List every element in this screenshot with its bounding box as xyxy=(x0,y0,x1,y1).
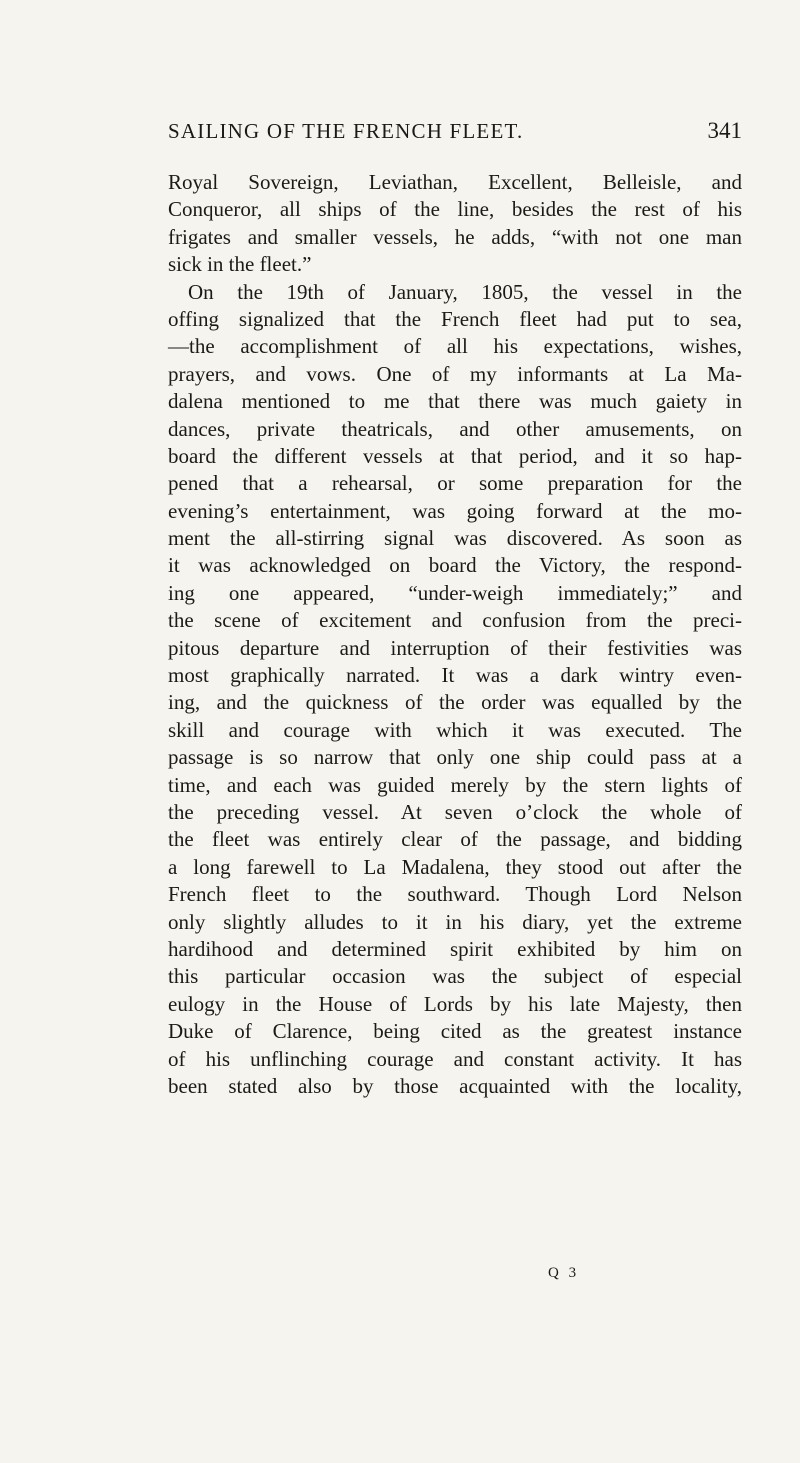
text-line: evening’s entertainment, was going forward at the mo- xyxy=(168,498,742,523)
text-line: —the accomplishment of all his expectations, wishes, xyxy=(168,334,742,359)
body-text xyxy=(168,169,742,1100)
text-line: hardihood and determined spirit exhibited by him on xyxy=(168,936,742,961)
text-line: French fleet to the southward. Though Lord Nelson xyxy=(168,882,742,907)
text-line: this particular occasion was the subject of especial xyxy=(168,964,742,989)
signature-mark: Q 3 xyxy=(548,1265,580,1281)
text-line: ing, and the quickness of the order was equalled by the xyxy=(168,690,742,715)
text-line: it was acknowledged on board the Victory, the respond- xyxy=(168,553,742,578)
text-line: a long farewell to La Madalena, they stood out after the xyxy=(168,854,742,879)
text-line: been stated also by those acquainted with the locality, xyxy=(168,1073,742,1098)
text-line: the scene of excitement and confusion from the preci- xyxy=(168,608,742,633)
page-number: 341 xyxy=(707,118,742,143)
text-line: of his unflinching courage and constant activity. It has xyxy=(168,1046,742,1071)
text-line: On the 19th of January, 1805, the vessel in the xyxy=(188,279,742,304)
text-line: Conqueror, all ships of the line, besides the rest of his xyxy=(168,197,742,222)
page-header xyxy=(168,116,742,146)
text-line: dalena mentioned to me that there was much gaiety in xyxy=(168,389,742,414)
text-line: the preceding vessel. At seven o’clock the whole of xyxy=(168,799,742,824)
text-line: dances, private theatricals, and other amusements, on xyxy=(168,416,742,441)
text-line: ment the all-stirring signal was discovered. As soon as xyxy=(168,526,742,551)
text-line: Duke of Clarence, being cited as the greatest instance xyxy=(168,1019,742,1044)
text-line: frigates and smaller vessels, he adds, “with not one man xyxy=(168,224,742,249)
text-line: only slightly alludes to it in his diary, yet the extreme xyxy=(168,909,742,934)
running-head: SAILING OF THE FRENCH FLEET. xyxy=(168,119,524,143)
text-line: prayers, and vows. One of my informants at La Ma- xyxy=(168,361,742,386)
text-line: Royal Sovereign, Leviathan, Excellent, Belleisle, and xyxy=(168,170,742,194)
text-line: pened that a rehearsal, or some preparation for the xyxy=(168,471,742,496)
text-line: sick in the fleet.” xyxy=(168,252,312,277)
text-line: passage is so narrow that only one ship could pass at a xyxy=(168,745,742,770)
text-line: skill and courage with which it was executed. The xyxy=(168,717,742,742)
text-line: board the different vessels at that period, and it so hap- xyxy=(168,443,742,468)
text-line: offing signalized that the French fleet had put to sea, xyxy=(168,306,742,331)
text-line: time, and each was guided merely by the stern lights of xyxy=(168,772,742,797)
text-line: eulogy in the House of Lords by his late Majesty, then xyxy=(168,991,742,1016)
text-line: most graphically narrated. It was a dark wintry even- xyxy=(168,663,742,688)
text-line: ing one appeared, “under-weigh immediately;” and xyxy=(168,580,742,605)
text-line: the fleet was entirely clear of the passage, and bidding xyxy=(168,827,742,852)
text-line: pitous departure and interruption of their festivities was xyxy=(168,635,742,660)
